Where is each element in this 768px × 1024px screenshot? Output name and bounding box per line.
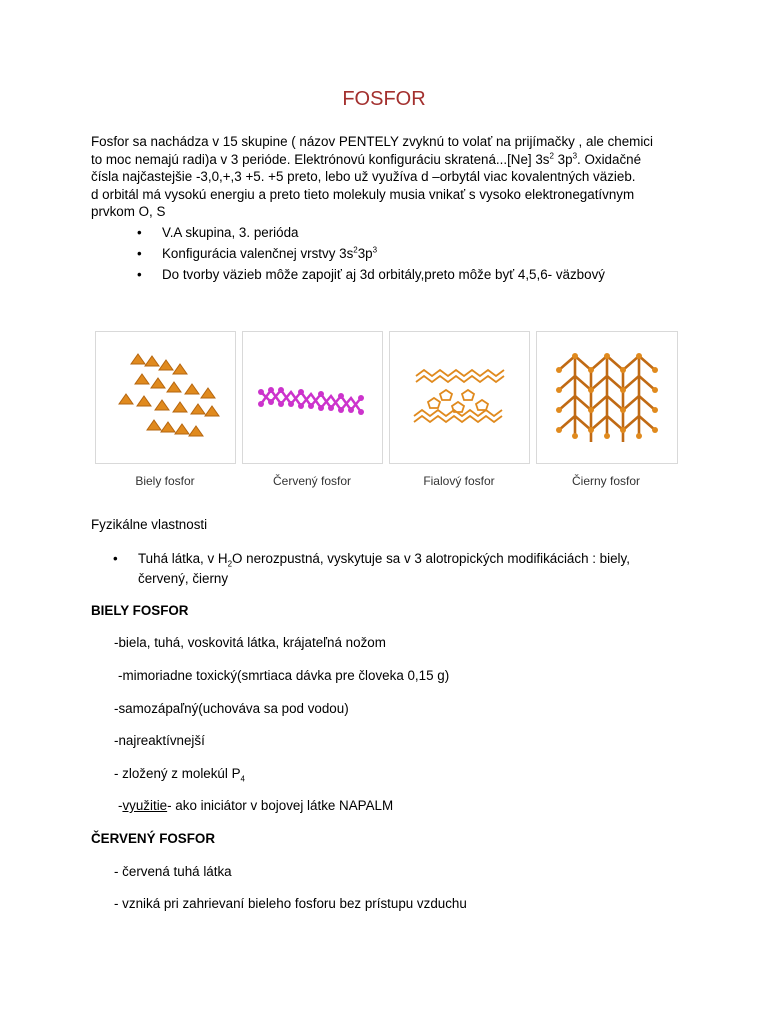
white-line: -najreaktívnejší: [114, 733, 205, 748]
line-text: - ako iniciátor v bojovej látke NAPALM: [167, 798, 394, 813]
violet-layers-illustration: [390, 332, 529, 463]
intro-text: to moc nemajú radi)a v 3 perióde. Elektrónovú konfiguráciu skratená...[Ne] 3s: [91, 151, 550, 167]
bullet-text: O nerozpustná, vyskytuje sa v 3 alotropických modifikáciách : biely,: [232, 551, 630, 566]
red-line: - červená tuhá látka: [114, 864, 232, 879]
white-heading: BIELY FOSFOR: [91, 603, 189, 618]
red-phosphorus-image: [242, 331, 383, 464]
caption-white: Biely fosfor: [135, 474, 195, 488]
intro-line: prvkom O, S: [91, 204, 166, 219]
caption-red: Červený fosfor: [272, 474, 352, 488]
intro-line: Fosfor sa nachádza v 15 skupine ( názov PENTELY zvyknú to volať na prijímačky , ale chemici: [91, 134, 653, 149]
physical-heading: Fyzikálne vlastnosti: [91, 517, 208, 532]
line-text: -: [118, 798, 123, 813]
red-line: - vzniká pri zahrievaní bieleho fosforu bez prístupu vzduchu: [114, 896, 467, 911]
bullet-text: Konfigurácia valenčnej vrstvy 3s: [162, 246, 354, 261]
bullet-text: červený, čierny: [138, 571, 229, 586]
bullet-item: • V.A skupina, 3. perióda: [137, 222, 605, 243]
superscript: 3: [572, 151, 578, 161]
intro-text: . Oxidačné: [577, 151, 642, 167]
superscript: 2: [549, 151, 554, 161]
white-line: [118, 798, 393, 813]
intro-paragraph: [91, 133, 691, 221]
intro-line: d orbitál má vysokú energiu a preto tieto molekuly musia vnikať s vysoko elektronegatívnym: [91, 186, 635, 202]
white-phosphorus-image: [95, 331, 236, 464]
superscript: 3: [372, 245, 378, 255]
white-line: [114, 766, 245, 784]
violet-phosphorus-image: [389, 331, 530, 464]
black-lattice-illustration: [537, 332, 677, 463]
summary-bullets: [137, 222, 605, 285]
subscript: 4: [240, 774, 245, 784]
red-heading: ČERVENÝ FOSFOR: [91, 831, 216, 846]
intro-text: 3p: [553, 151, 573, 167]
page-title: FOSFOR: [342, 88, 426, 110]
white-line: -biela, tuhá, voskovitá látka, krájateľná nožom: [114, 635, 386, 650]
intro-line: [91, 151, 691, 169]
white-line: -samozápaľný(uchováva sa pod vodou): [114, 701, 349, 716]
caption-black: Čierny fosfor: [571, 474, 641, 488]
caption-violet: Fialový fosfor: [423, 474, 495, 488]
white-line: -mimoriadne toxický(smrtiaca dávka pre človeka 0,15 g): [118, 668, 450, 683]
superscript: 2: [353, 245, 358, 255]
black-phosphorus-image: [536, 331, 678, 464]
underlined-text: využitie: [122, 798, 168, 813]
subscript: 2: [227, 559, 233, 569]
bullet-text: 3p: [357, 246, 373, 261]
bullet-item: [137, 243, 605, 264]
line-text: - zložený z molekúl P: [114, 766, 241, 781]
bullet-item: • Do tvorby väzieb môže zapojiť aj 3d orbitály,preto môže byť 4,5,6- väzbový: [137, 264, 605, 285]
physical-bullet-text: [113, 549, 673, 589]
red-chain-illustration: [243, 332, 382, 463]
p4-molecules-illustration: [96, 332, 235, 463]
physical-bullet: [113, 549, 673, 589]
intro-line: čísla najčastejšie -3,0,+,3 +5. +5 preto, lebo už využíva d –orbytál viac kovalentných väzieb.: [91, 169, 636, 184]
bullet-text: Tuhá látka, v H: [138, 551, 228, 566]
